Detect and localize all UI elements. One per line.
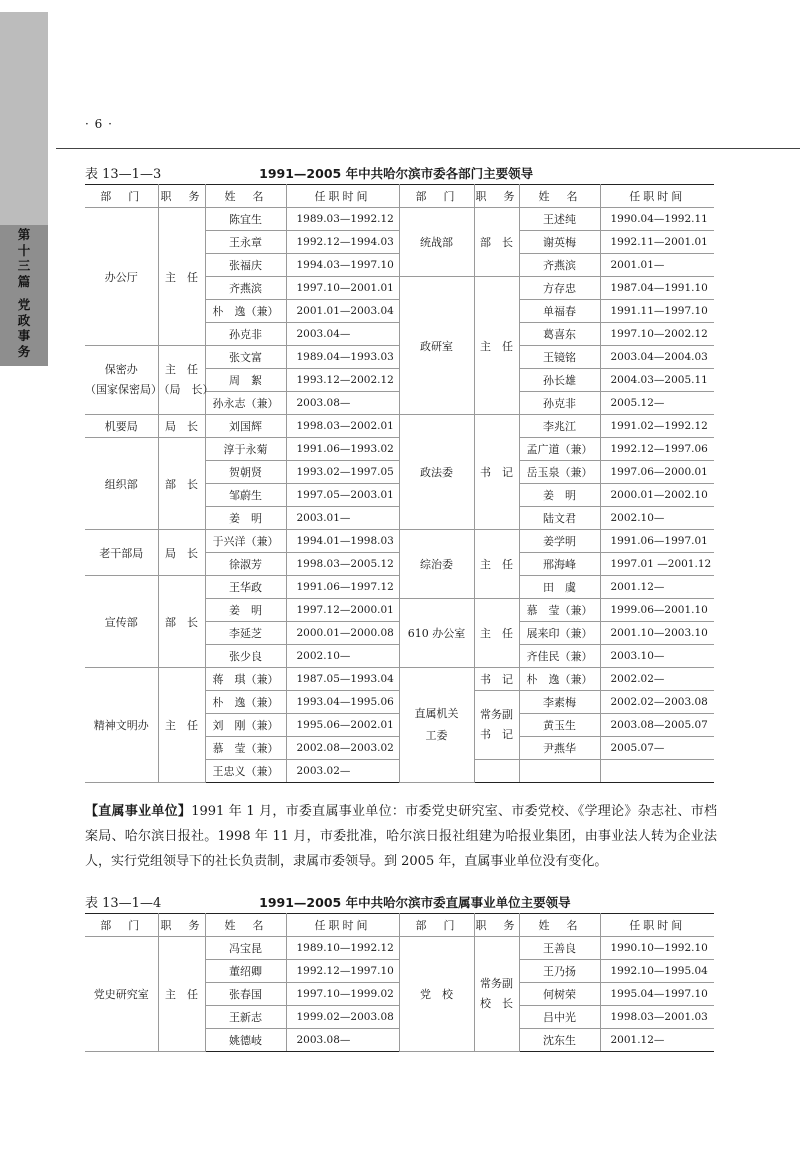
- name-cell: 葛喜东: [519, 323, 600, 346]
- term-cell: 1999.02—2003.08: [286, 1006, 399, 1029]
- name-cell: 朴 逸（兼）: [519, 668, 600, 691]
- table-2-caption: [85, 892, 571, 911]
- post-cell: [474, 691, 519, 760]
- dept-cell: 老干部局: [85, 530, 158, 576]
- header-cell: 任职时间: [286, 185, 399, 208]
- name-cell: 方存忠: [519, 277, 600, 300]
- chapter-char: 事: [17, 328, 31, 343]
- post-line: 校 长: [480, 997, 513, 1010]
- term-cell: 1995.04—1997.10: [600, 983, 714, 1006]
- dept-cell: 宣传部: [85, 576, 158, 668]
- term-cell: 2003.10—: [600, 645, 714, 668]
- header-cell: 任职时间: [600, 185, 714, 208]
- name-cell: 姜学明: [519, 530, 600, 553]
- header-cell: 任职时间: [286, 914, 399, 937]
- name-cell: 孙永志（兼）: [205, 392, 286, 415]
- term-cell: 1993.04—1995.06: [286, 691, 399, 714]
- empty-cell: [600, 760, 714, 783]
- chapter-side-tab: [0, 12, 48, 359]
- chapter-char: 篇: [17, 273, 31, 289]
- name-cell: 展来印（兼）: [519, 622, 600, 645]
- name-cell: 张少良: [205, 645, 286, 668]
- name-cell: 齐燕滨: [205, 277, 286, 300]
- term-cell: 1995.06—2002.01: [286, 714, 399, 737]
- name-cell: 黄玉生: [519, 714, 600, 737]
- post-line: 常务副: [480, 977, 513, 990]
- term-cell: 1997.10—2001.01: [286, 277, 399, 300]
- name-cell: 冯宝昆: [205, 937, 286, 960]
- header-cell: 职 务: [158, 185, 205, 208]
- post-cell: 部 长: [158, 438, 205, 530]
- empty-cell: [519, 760, 600, 783]
- post-line: 主 任: [165, 363, 198, 376]
- post-cell: 部 长: [474, 208, 519, 277]
- term-cell: 2001.01—2003.04: [286, 300, 399, 323]
- paragraph-lead: 【直属事业单位】: [85, 804, 192, 819]
- term-cell: 2001.10—2003.10: [600, 622, 714, 645]
- dept-cell: 政法委: [399, 415, 474, 530]
- dept-cell: 党 校: [399, 937, 474, 1052]
- chapter-char: 党: [17, 297, 31, 312]
- name-cell: 慕 莹（兼）: [205, 737, 286, 760]
- name-cell: 王述纯: [519, 208, 600, 231]
- paragraph-text: 1991 年 1 月，市委直属事业单位：市委党史研究室、市委党校、《学理论》杂志社、市档案局、哈尔滨日报社。1998 年 11 月，市委批准，哈尔滨日报社组建为哈报业集团，由事业法人转为企业法人，实行党组领导下的社长负责制，隶属市委领导。到 2005 年，直属事业单位没有变化。: [85, 804, 717, 869]
- table-1-number: 表 13—1—3: [85, 167, 162, 182]
- term-cell: 1997.06—2000.01: [600, 461, 714, 484]
- term-cell: 1992.12—1997.06: [600, 438, 714, 461]
- name-cell: 张春国: [205, 983, 286, 1006]
- chapter-char: 三: [17, 258, 31, 273]
- post-cell: 主 任: [158, 937, 205, 1052]
- dept-cell: 精神文明办: [85, 668, 158, 783]
- term-cell: 1994.01—1998.03: [286, 530, 399, 553]
- name-cell: 刘 刚（兼）: [205, 714, 286, 737]
- table-row: [85, 530, 714, 553]
- header-cell: 职 务: [474, 185, 519, 208]
- term-cell: 2003.01—: [286, 507, 399, 530]
- dept-cell: 党史研究室: [85, 937, 158, 1052]
- term-cell: 2002.02—2003.08: [600, 691, 714, 714]
- term-cell: 1991.06—1993.02: [286, 438, 399, 461]
- name-cell: 张文富: [205, 346, 286, 369]
- name-cell: 邹蔚生: [205, 484, 286, 507]
- term-cell: 2001.01—: [600, 254, 714, 277]
- header-cell: 部 门: [399, 185, 474, 208]
- term-cell: 1987.05—1993.04: [286, 668, 399, 691]
- term-cell: 1991.11—1997.10: [600, 300, 714, 323]
- name-cell: 孙克非: [205, 323, 286, 346]
- name-cell: 姜 明: [519, 484, 600, 507]
- name-cell: 姜 明: [205, 599, 286, 622]
- term-cell: 1993.02—1997.05: [286, 461, 399, 484]
- name-cell: 王新志: [205, 1006, 286, 1029]
- name-cell: 邢海峰: [519, 553, 600, 576]
- dept-line: 直属机关: [414, 707, 459, 720]
- table-2-number: 表 13—1—4: [85, 896, 162, 911]
- term-cell: 1997.05—2003.01: [286, 484, 399, 507]
- term-cell: 1990.04—1992.11: [600, 208, 714, 231]
- name-cell: 陆文君: [519, 507, 600, 530]
- post-cell: 主 任: [474, 277, 519, 415]
- term-cell: 2003.08—: [286, 392, 399, 415]
- direct-units-paragraph: [85, 799, 717, 874]
- post-cell: 局 长: [158, 415, 205, 438]
- term-cell: 2003.04—: [286, 323, 399, 346]
- name-cell: 孙克非: [519, 392, 600, 415]
- dept-line: 工委: [425, 729, 448, 742]
- header-cell: 职 务: [158, 914, 205, 937]
- dept-cell: 统战部: [399, 208, 474, 277]
- dept-cell: 综治委: [399, 530, 474, 599]
- header-cell: 任职时间: [600, 914, 714, 937]
- name-cell: 岳玉泉（兼）: [519, 461, 600, 484]
- dept-cell: 政研室: [399, 277, 474, 415]
- name-cell: 何树荣: [519, 983, 600, 1006]
- term-cell: 2000.01—2002.10: [600, 484, 714, 507]
- name-cell: 陈宜生: [205, 208, 286, 231]
- header-cell: 部 门: [85, 185, 158, 208]
- term-cell: 1998.03—2002.01: [286, 415, 399, 438]
- name-cell: 齐燕滨: [519, 254, 600, 277]
- post-cell: [158, 346, 214, 415]
- post-cell: [474, 937, 519, 1052]
- header-cell: 姓 名: [519, 914, 600, 937]
- table-row: [85, 668, 714, 691]
- name-cell: 朴 逸（兼）: [205, 691, 286, 714]
- empty-cell: [474, 760, 519, 783]
- term-cell: 1987.04—1991.10: [600, 277, 714, 300]
- term-cell: 1991.06—1997.12: [286, 576, 399, 599]
- table-header-row: [85, 914, 714, 937]
- term-cell: 1993.12—2002.12: [286, 369, 399, 392]
- chapter-char: 政: [17, 312, 31, 328]
- dept-cell: 组织部: [85, 438, 158, 530]
- header-cell: 姓 名: [205, 185, 286, 208]
- name-cell: 张福庆: [205, 254, 286, 277]
- term-cell: 2001.12—: [600, 1029, 714, 1052]
- dept-cell: [85, 346, 162, 415]
- dept-cell: 610 办公室: [399, 599, 474, 668]
- dept-cell: [399, 668, 474, 783]
- name-cell: 王镜铭: [519, 346, 600, 369]
- term-cell: 2003.04—2004.03: [600, 346, 714, 369]
- name-cell: 尹燕华: [519, 737, 600, 760]
- name-cell: 李延芝: [205, 622, 286, 645]
- name-cell: 齐佳民（兼）: [519, 645, 600, 668]
- name-cell: 姜 明: [205, 507, 286, 530]
- term-cell: 1997.12—2000.01: [286, 599, 399, 622]
- chapter-char: 十: [17, 242, 31, 258]
- term-cell: 1997.01 —2001.12: [600, 553, 714, 576]
- term-cell: 2002.02—: [600, 668, 714, 691]
- term-cell: 1998.03—2005.12: [286, 553, 399, 576]
- name-cell: 李素梅: [519, 691, 600, 714]
- term-cell: 2003.08—: [286, 1029, 399, 1052]
- name-cell: 董绍卿: [205, 960, 286, 983]
- chapter-spacer: [0, 289, 48, 297]
- header-rule: [56, 148, 800, 149]
- term-cell: 1999.06—2001.10: [600, 599, 714, 622]
- term-cell: 2000.01—2000.08: [286, 622, 399, 645]
- name-cell: 徐淑芳: [205, 553, 286, 576]
- name-cell: 孟广道（兼）: [519, 438, 600, 461]
- post-cell: 局 长: [158, 530, 205, 576]
- chapter-char: 务: [17, 343, 31, 359]
- dept-cell: 办公厅: [85, 208, 158, 346]
- table-1-title: 1991—2005 年中共哈尔滨市委各部门主要领导: [259, 166, 534, 181]
- post-cell: 主 任: [158, 208, 205, 346]
- chapter-char: 第: [17, 227, 31, 242]
- post-cell: 部 长: [158, 576, 205, 668]
- term-cell: 2002.10—: [286, 645, 399, 668]
- post-cell: 书 记: [474, 415, 519, 530]
- name-cell: 姚德岐: [205, 1029, 286, 1052]
- term-cell: 1989.03—1992.12: [286, 208, 399, 231]
- term-cell: 2005.07—: [600, 737, 714, 760]
- dept-line: 保密办: [104, 363, 138, 376]
- term-cell: 1992.11—2001.01: [600, 231, 714, 254]
- dept-cell: 机要局: [85, 415, 158, 438]
- term-cell: 1994.03—1997.10: [286, 254, 399, 277]
- page-number: · 6 ·: [85, 117, 113, 131]
- table-1-caption: [85, 163, 533, 182]
- name-cell: 王善良: [519, 937, 600, 960]
- name-cell: 周 絮: [205, 369, 286, 392]
- header-cell: 姓 名: [519, 185, 600, 208]
- name-cell: 刘国辉: [205, 415, 286, 438]
- header-cell: 部 门: [399, 914, 474, 937]
- post-cell: 主 任: [474, 530, 519, 599]
- term-cell: 1989.10—1992.12: [286, 937, 399, 960]
- term-cell: 1989.04—1993.03: [286, 346, 399, 369]
- term-cell: 2003.08—2005.07: [600, 714, 714, 737]
- name-cell: 贺朝贤: [205, 461, 286, 484]
- name-cell: 沈东生: [519, 1029, 600, 1052]
- table-1: [85, 184, 714, 783]
- term-cell: 2001.12—: [600, 576, 714, 599]
- name-cell: 慕 莹（兼）: [519, 599, 600, 622]
- name-cell: 李兆江: [519, 415, 600, 438]
- name-cell: 单福春: [519, 300, 600, 323]
- term-cell: 1992.12—1994.03: [286, 231, 399, 254]
- term-cell: 1991.06—1997.01: [600, 530, 714, 553]
- term-cell: 1997.10—2002.12: [600, 323, 714, 346]
- term-cell: 2002.10—: [600, 507, 714, 530]
- table-header-row: [85, 185, 714, 208]
- chapter-tab-label: [0, 225, 48, 366]
- term-cell: 1998.03—2001.03: [600, 1006, 714, 1029]
- term-cell: 2005.12—: [600, 392, 714, 415]
- term-cell: 2002.08—2003.02: [286, 737, 399, 760]
- name-cell: 王乃扬: [519, 960, 600, 983]
- post-cell: 主 任: [158, 668, 205, 783]
- name-cell: 朴 逸（兼）: [205, 300, 286, 323]
- name-cell: 王永章: [205, 231, 286, 254]
- name-cell: 田 虞: [519, 576, 600, 599]
- post-line: 常务副: [480, 708, 513, 721]
- term-cell: 1992.10—1995.04: [600, 960, 714, 983]
- table-row: [85, 208, 714, 231]
- name-cell: 蒋 琪（兼）: [205, 668, 286, 691]
- header-cell: 姓 名: [205, 914, 286, 937]
- term-cell: 1990.10—1992.10: [600, 937, 714, 960]
- name-cell: 王忠义（兼）: [205, 760, 286, 783]
- name-cell: 淳于永菊: [205, 438, 286, 461]
- name-cell: 孙长雄: [519, 369, 600, 392]
- post-line: （局 长）: [158, 383, 214, 396]
- table-row: [85, 415, 714, 438]
- header-cell: 职 务: [474, 914, 519, 937]
- term-cell: 1997.10—1999.02: [286, 983, 399, 1006]
- name-cell: 王华政: [205, 576, 286, 599]
- term-cell: 1991.02—1992.12: [600, 415, 714, 438]
- header-cell: 部 门: [85, 914, 158, 937]
- table-row: [85, 937, 714, 960]
- term-cell: 2003.02—: [286, 760, 399, 783]
- post-cell: 主 任: [474, 599, 519, 668]
- term-cell: 2004.03—2005.11: [600, 369, 714, 392]
- post-line: 书 记: [480, 728, 513, 741]
- table-2: [85, 913, 714, 1052]
- name-cell: 谢英梅: [519, 231, 600, 254]
- post-cell: 书 记: [474, 668, 519, 691]
- name-cell: 吕中光: [519, 1006, 600, 1029]
- name-cell: 于兴洋（兼）: [205, 530, 286, 553]
- term-cell: 1992.12—1997.10: [286, 960, 399, 983]
- dept-line: （国家保密局）: [85, 383, 162, 396]
- table-2-title: 1991—2005 年中共哈尔滨市委直属事业单位主要领导: [259, 895, 571, 910]
